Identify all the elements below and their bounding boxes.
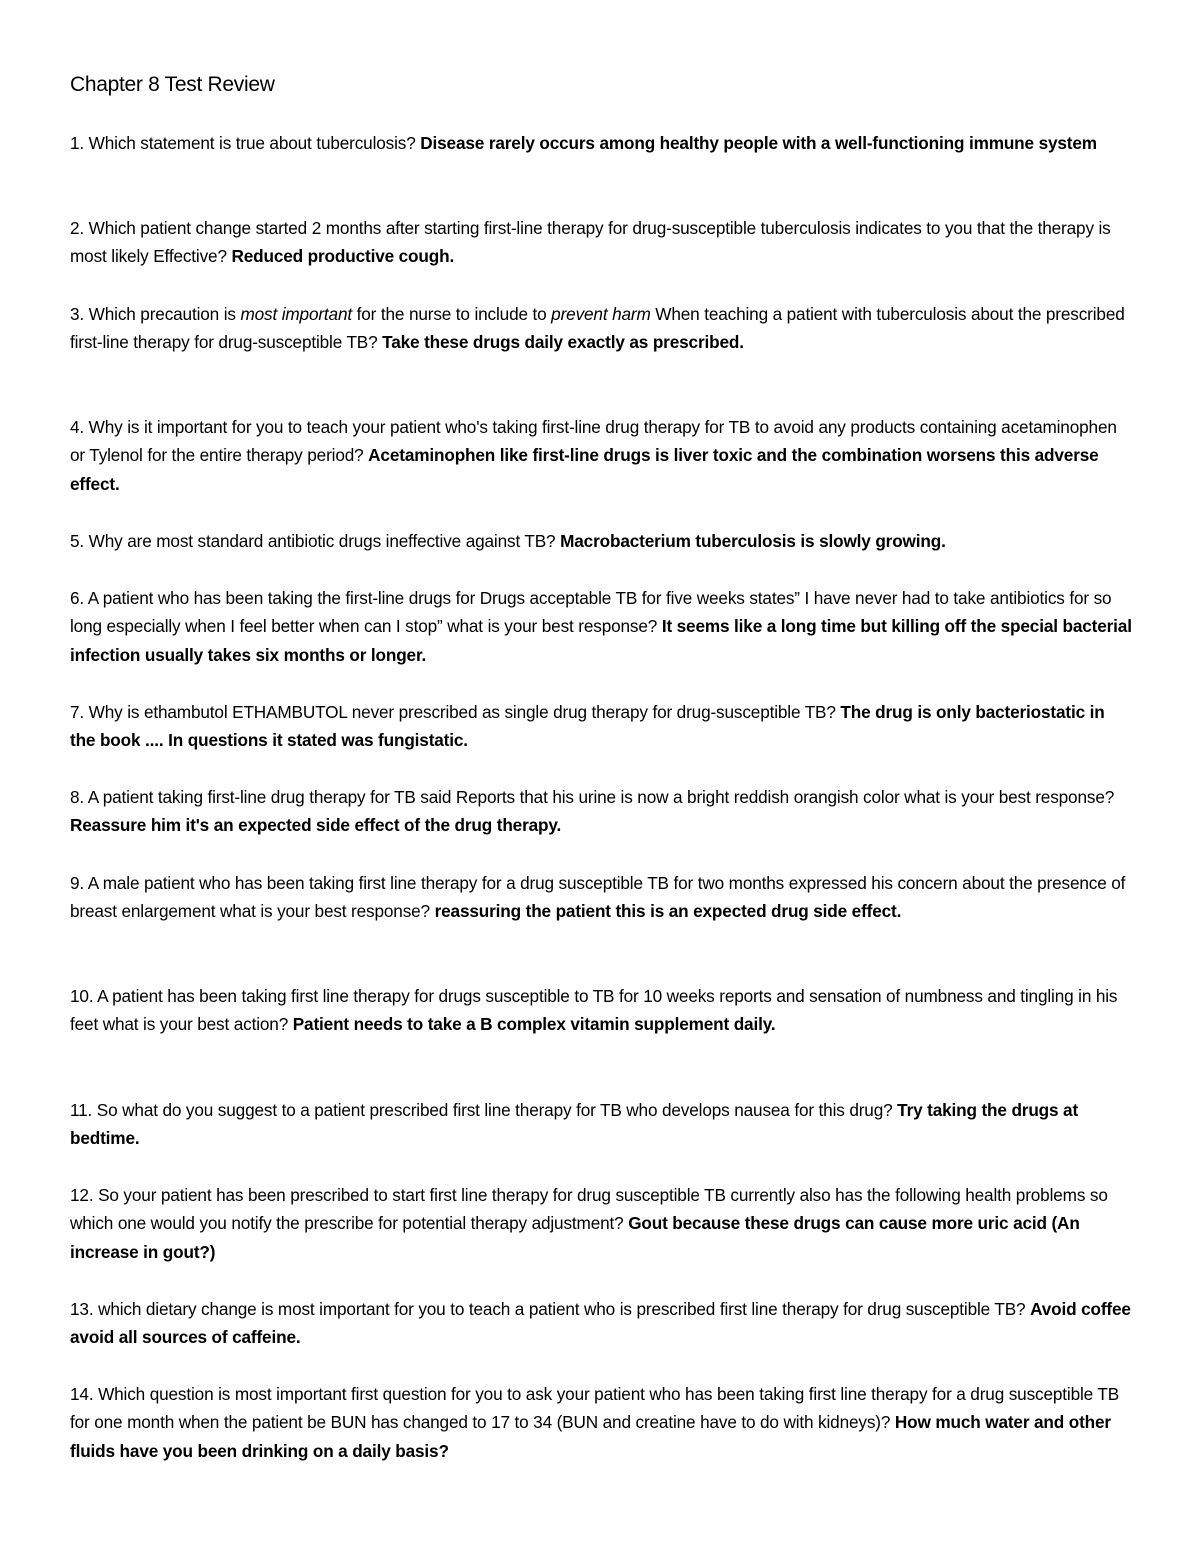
question-text: for the nurse to include to <box>352 304 552 324</box>
question-number: 1. <box>70 133 85 153</box>
answer-text: Macrobacterium tuberculosis is slowly growing. <box>560 531 946 551</box>
question-text: Why is ethambutol ETHAMBUTOL never prescribed as single drug therapy for drug-susceptible TB? <box>84 702 841 722</box>
question-item-9 <box>70 869 1132 926</box>
answer-text: How much water and other fluids have you been drinking on a daily basis? <box>70 1412 1111 1461</box>
answer-text: reassuring the patient this is an expected drug side effect. <box>434 901 902 922</box>
question-number: 12. <box>70 1185 94 1205</box>
question-number: 14. <box>70 1384 94 1404</box>
question-text: So your patient has been prescribed to start first line therapy for drug susceptible TB currently also has the following health problems so which one would you notify the prescribe for potential therapy adjustment? <box>70 1185 1108 1234</box>
question-text: which dietary change is most important for you to teach a patient who is prescribed first line therapy for drug susceptible TB? <box>93 1299 1031 1319</box>
question-item-7 <box>70 698 1132 755</box>
question-text: Which statement is true about tuberculosis? <box>84 133 421 153</box>
question-item-2 <box>70 214 1132 271</box>
emphasis-text: most important <box>240 304 353 324</box>
question-item-5 <box>70 527 1132 555</box>
question-text: A patient taking first-line drug therapy for TB said Reports that his urine is now a bright reddish orangish color what is your best response? <box>84 787 1115 807</box>
question-item-8 <box>70 783 1132 840</box>
question-number: 13. <box>70 1299 94 1319</box>
question-text: Which patient change started 2 months after starting first-line therapy for drug-susceptible tuberculosis indicates to you that the therapy is most likely Effective? <box>70 218 1111 267</box>
question-text: Which question is most important first question for you to ask your patient who has been taking first line therapy for a drug susceptible TB for one month when the patient be BUN has changed to 17 to 34 (BUN and creatine have to do with kidneys)? <box>70 1384 1120 1433</box>
question-text: Why is it important for you to teach your patient who's taking first-line drug therapy for TB to avoid any products containing acetaminophen or Tylenol for the entire therapy period? <box>70 417 1117 466</box>
answer-text: Reassure him it's an expected side effect of the drug therapy. <box>70 815 562 836</box>
question-number: 2. <box>70 218 85 238</box>
question-text: A patient who has been taking the first-line drugs for Drugs acceptable TB for five weeks states” I have never had to take antibiotics for so long especially when I feel better when can I stop” what is your best response? <box>70 588 1112 637</box>
question-number: 6. <box>70 588 85 608</box>
question-text: A patient has been taking first line therapy for drugs susceptible to TB for 10 weeks reports and sensation of numbness and tingling in his feet what is your best action? <box>70 986 1118 1035</box>
question-item-12 <box>70 1181 1132 1266</box>
answer-text: The drug is only bacteriostatic in the book .... In questions it stated was fungistatic. <box>70 702 1105 751</box>
document-title: Chapter 8 Test Review <box>70 73 275 96</box>
answer-text: Reduced productive cough. <box>231 246 455 267</box>
question-item-3 <box>70 300 1132 357</box>
answer-text: Take these drugs daily exactly as prescribed. <box>382 332 744 353</box>
question-number: 3. <box>70 304 85 324</box>
question-item-13 <box>70 1295 1132 1352</box>
question-item-1 <box>70 129 1132 157</box>
question-number: 7. <box>70 702 85 722</box>
answer-text: It seems like a long time but killing off the special bacterial infection usually takes six months or longer. <box>70 616 1132 665</box>
answer-text: Try taking the drugs at bedtime. <box>70 1100 1079 1149</box>
answer-text: Patient needs to take a B complex vitamin supplement daily. <box>292 1014 776 1035</box>
answer-text: Disease rarely occurs among healthy people with a well-functioning immune system <box>420 133 1097 153</box>
answer-text: Acetaminophen like first-line drugs is liver toxic and the combination worsens this adverse effect. <box>70 445 1099 494</box>
question-text: When teaching a patient with tuberculosis about the prescribed first-line therapy for drug-susceptible TB? <box>70 304 1125 353</box>
question-item-10 <box>70 982 1132 1039</box>
question-item-4 <box>70 413 1132 498</box>
question-number: 9. <box>70 873 85 893</box>
question-number: 11. <box>70 1100 93 1120</box>
answer-text: Gout because these drugs can cause more uric acid (An increase in gout?) <box>70 1213 1080 1262</box>
question-number: 8. <box>70 787 85 807</box>
question-text: Why are most standard antibiotic drugs ineffective against TB? <box>84 531 561 551</box>
question-item-11 <box>70 1096 1132 1153</box>
emphasis-text: prevent harm <box>551 304 651 324</box>
question-item-14 <box>70 1380 1132 1465</box>
question-number: 5. <box>70 531 85 551</box>
question-item-6 <box>70 584 1132 669</box>
question-number: 10. <box>70 986 94 1006</box>
question-text: A male patient who has been taking first line therapy for a drug susceptible TB for two months expressed his concern about the presence of breast enlargement what is your best response? <box>70 873 1126 922</box>
question-text: So what do you suggest to a patient prescribed first line therapy for TB who develops nausea for this drug? <box>92 1100 898 1120</box>
answer-text: Avoid coffee avoid all sources of caffeine. <box>70 1299 1131 1348</box>
question-text: Which precaution is <box>84 304 241 324</box>
question-number: 4. <box>70 417 85 437</box>
